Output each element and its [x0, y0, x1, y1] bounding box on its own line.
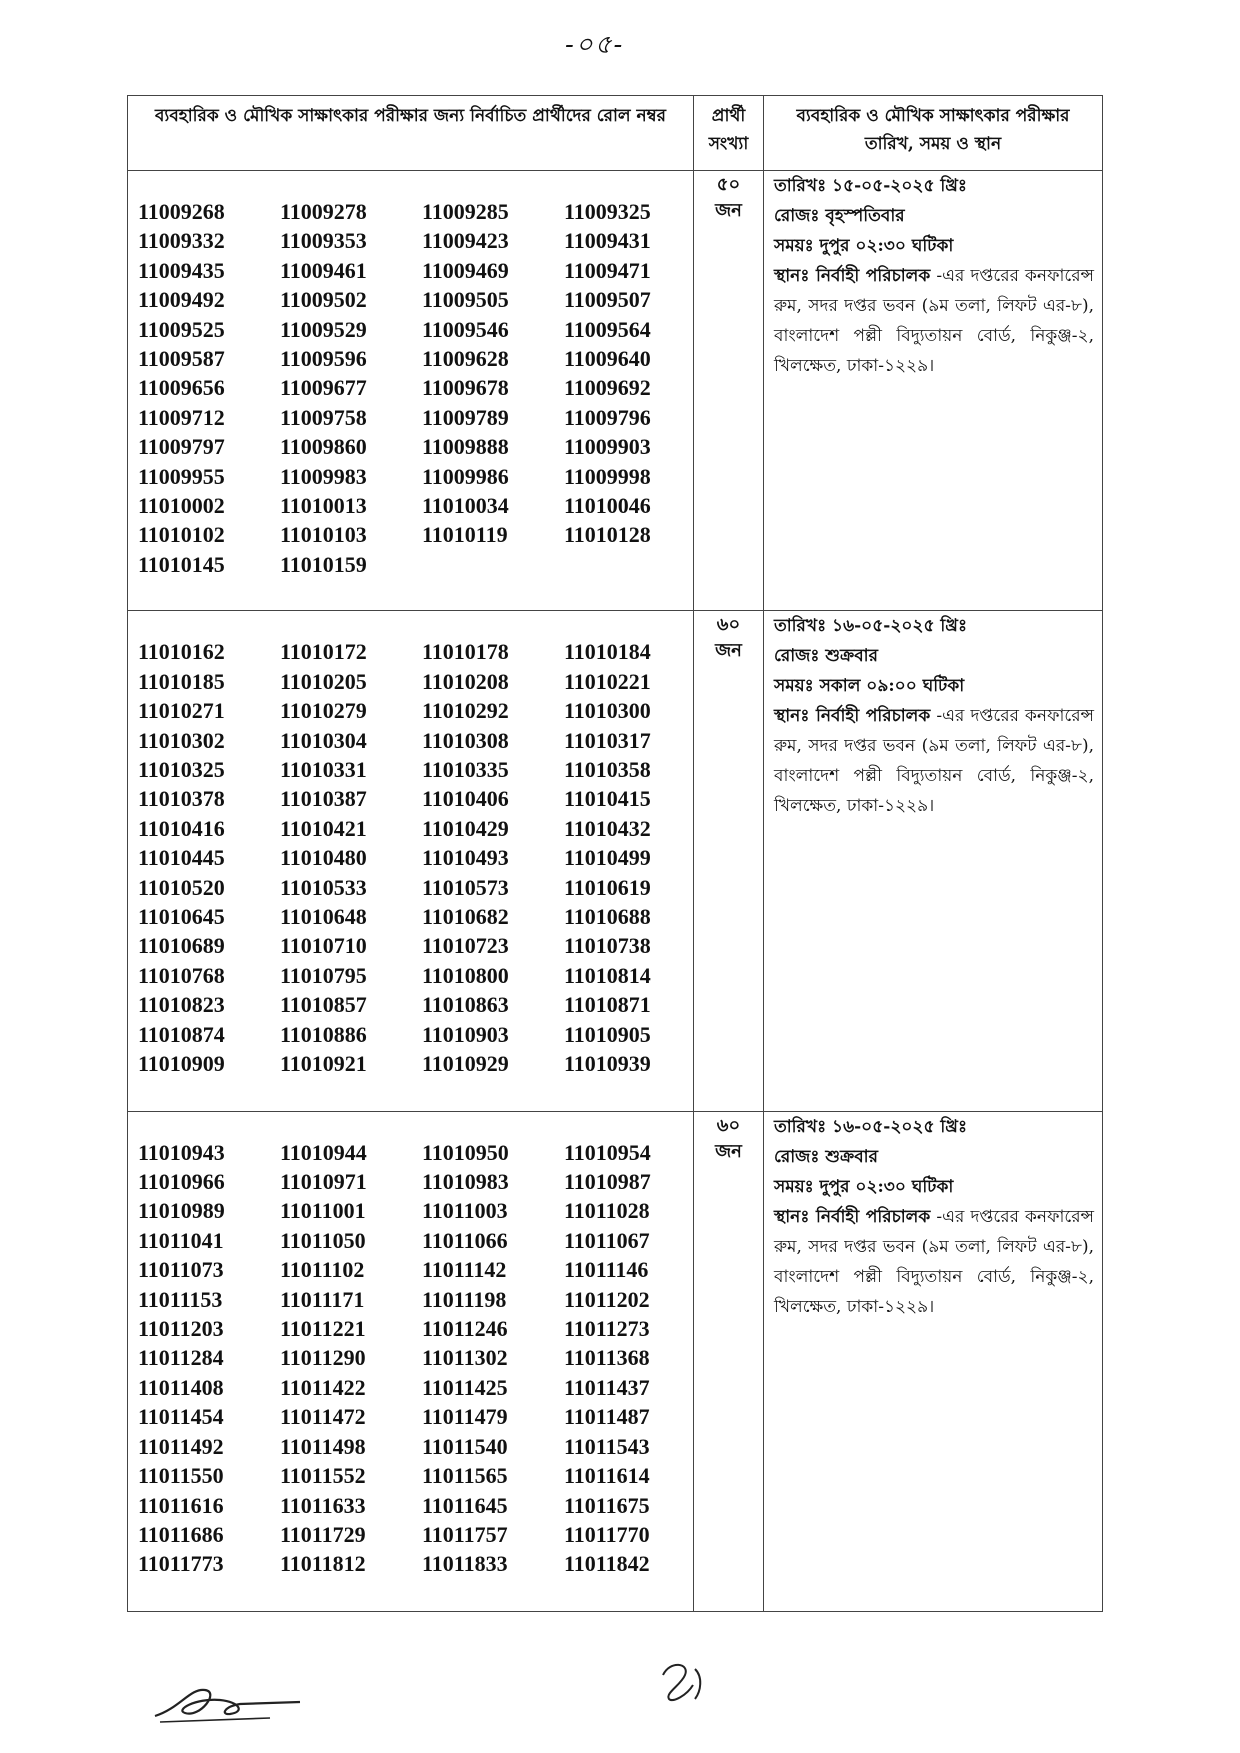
- roll-number: 11010159: [280, 551, 367, 577]
- roll-number: 11010874: [138, 1021, 225, 1047]
- roll-number: 11011073: [138, 1257, 224, 1283]
- roll-number: 11011198: [422, 1286, 507, 1312]
- roll-number: 11010863: [422, 992, 509, 1018]
- roll-number: 11010857: [280, 992, 367, 1018]
- roll-number: 11010415: [564, 786, 651, 812]
- roll-number: 11010645: [138, 903, 225, 929]
- roll-number: 11011368: [564, 1345, 650, 1371]
- roll-number: 11009888: [422, 434, 509, 460]
- roll-number: 11010331: [280, 756, 367, 782]
- roll-number: 11011146: [564, 1257, 649, 1283]
- roll-number: 11009712: [138, 404, 225, 430]
- roll-number: 11010966: [138, 1169, 225, 1195]
- schedule-info: [764, 171, 1103, 611]
- roll-number: 11011773: [138, 1551, 224, 1577]
- exam-date: তারিখঃ ১৬-০৫-২০২৫ খ্রিঃ: [774, 616, 968, 637]
- roll-list: [128, 611, 694, 1111]
- roll-number: 11009797: [138, 434, 225, 460]
- roll-number: 11010335: [422, 756, 509, 782]
- place-detail: -এর দপ্তরের কনফারেন্স রুম, সদর দপ্তর ভবন (৯ম তলা, লিফট এর-৮), বাংলাদেশ পল্লী বিদ্যুতায়ন বোর্ড, নিকুঞ্জ-২, খিলক্ষেত, ঢাকা-১২২৯।: [774, 706, 1094, 817]
- roll-number: 11011153: [138, 1286, 223, 1312]
- roll-number: 11011686: [138, 1521, 224, 1547]
- roll-number: 11010939: [564, 1050, 651, 1076]
- roll-number: 11011729: [280, 1521, 366, 1547]
- place-detail: -এর দপ্তরের কনফারেন্স রুম, সদর দপ্তর ভবন (৯ম তলা, লিফট এর-৮), বাংলাদেশ পল্লী বিদ্যুতায়ন বোর্ড, নিকুঞ্জ-২, খিলক্ষেত, ঢাকা-১২২৯।: [774, 1206, 1094, 1317]
- roll-number: 11009986: [422, 463, 509, 489]
- roll-number: 11009423: [422, 228, 509, 254]
- roll-number: 11011171: [280, 1286, 365, 1312]
- roll-number: 11009471: [564, 257, 651, 283]
- roll-number: 11009492: [138, 287, 225, 313]
- roll-number: 11009332: [138, 228, 225, 254]
- roll-number: 11009677: [280, 375, 367, 401]
- roll-number: 11010378: [138, 786, 225, 812]
- roll-number: 11009278: [280, 199, 367, 224]
- roll-number: 11011454: [138, 1404, 224, 1430]
- roll-number: 11010480: [280, 845, 367, 871]
- exam-place: [774, 261, 1094, 381]
- roll-number: 11010102: [138, 522, 225, 548]
- roll-number: 11010162: [138, 639, 225, 665]
- exam-time: সময়ঃ সকাল ০৯:০০ ঘটিকা: [774, 676, 965, 697]
- roll-number: 11010723: [422, 933, 509, 959]
- roll-number: 11011550: [138, 1463, 224, 1489]
- roll-number: 11010871: [564, 992, 651, 1018]
- roll-number: 11010814: [564, 962, 651, 988]
- roll-number: 11011284: [138, 1345, 224, 1371]
- roll-number: 11011202: [564, 1286, 650, 1312]
- roll-number: 11009596: [280, 346, 367, 372]
- roll-number: 11011028: [564, 1198, 650, 1224]
- roll-number: 11011437: [564, 1374, 650, 1400]
- roll-number: 11010325: [138, 756, 225, 782]
- roll-number: 11009285: [422, 199, 509, 224]
- roll-number: 11010416: [138, 815, 225, 841]
- roll-number: 11011487: [564, 1404, 650, 1430]
- roll-number: 11010950: [422, 1139, 509, 1165]
- roll-number: 11011675: [564, 1492, 650, 1518]
- roll-number: 11011614: [564, 1463, 650, 1489]
- roll-number: 11011142: [422, 1257, 507, 1283]
- exam-time: সময়ঃ দুপুর ০২:৩০ ঘটিকা: [774, 1176, 954, 1197]
- roll-number: 11009860: [280, 434, 367, 460]
- roll-number: 11010903: [422, 1021, 509, 1047]
- roll-number: 11011302: [422, 1345, 508, 1371]
- roll-number: 11010172: [280, 639, 367, 665]
- roll-number: 11011842: [564, 1551, 650, 1577]
- roll-number: 11009564: [564, 316, 651, 342]
- roll-number: 11010103: [280, 522, 367, 548]
- roll-number: 11011565: [422, 1463, 508, 1489]
- roll-number: 11011498: [280, 1433, 366, 1459]
- schedule-info: [764, 611, 1103, 1111]
- roll-number: 11011833: [422, 1551, 508, 1577]
- roll-number: 11009435: [138, 257, 225, 283]
- roll-number: 11011540: [422, 1433, 508, 1459]
- table-row: [128, 611, 1103, 1111]
- roll-number: 11009903: [564, 434, 651, 460]
- roll-number: 11009587: [138, 346, 225, 372]
- exam-date: তারিখঃ ১৫-০৫-২০২৫ খ্রিঃ: [774, 176, 967, 196]
- roll-number: 11010178: [422, 639, 509, 665]
- roll-number: 11010046: [564, 493, 651, 519]
- roll-number: 11010317: [564, 727, 651, 753]
- roll-number: 11010648: [280, 903, 367, 929]
- roll-number: 11011645: [422, 1492, 508, 1518]
- signature: [150, 1668, 310, 1728]
- roll-number: 11011290: [280, 1345, 366, 1371]
- roll-number: 11010308: [422, 727, 509, 753]
- count-value: ৬০: [716, 614, 741, 636]
- roll-number: 11009678: [422, 375, 509, 401]
- exam-day: রোজঃ শুক্রবার: [774, 1146, 878, 1167]
- exam-place: [774, 701, 1094, 821]
- table-row: [128, 171, 1103, 611]
- roll-number: 11010271: [138, 698, 225, 724]
- roll-number: 11011003: [422, 1198, 508, 1224]
- roll-number: 11010185: [138, 668, 225, 694]
- roll-number: 11010221: [564, 668, 651, 694]
- roll-number: 11009758: [280, 404, 367, 430]
- place-label: স্থানঃ নির্বাহী পরিচালক: [774, 266, 931, 286]
- roll-number: 11010013: [280, 493, 367, 519]
- roll-number: 11010823: [138, 992, 225, 1018]
- roll-number: 11011066: [422, 1227, 508, 1253]
- roll-number: 11010205: [280, 668, 367, 694]
- exam-day: রোজঃ বৃহস্পতিবার: [774, 206, 905, 226]
- roll-number: 11010921: [280, 1050, 367, 1076]
- roll-number: 11010279: [280, 698, 367, 724]
- place-detail: -এর দপ্তরের কনফারেন্স রুম, সদর দপ্তর ভবন (৯ম তলা, লিফট এর-৮), বাংলাদেশ পল্লী বিদ্যুতায়ন বোর্ড, নিকুঞ্জ-২, খিলক্ষেত, ঢাকা-১২২৯।: [774, 266, 1094, 376]
- roll-list: [128, 171, 694, 611]
- roll-number: 11010533: [280, 874, 367, 900]
- roll-number: 11010145: [138, 551, 225, 577]
- roll-number: 11009268: [138, 199, 225, 224]
- roll-number: 11010300: [564, 698, 651, 724]
- roll-number: 11009546: [422, 316, 509, 342]
- roll-number: 11011246: [422, 1316, 508, 1342]
- roll-number: 11010983: [422, 1169, 509, 1195]
- roll-number: 11010886: [280, 1021, 367, 1047]
- exam-place: [774, 1202, 1094, 1322]
- roll-number: 11011001: [280, 1198, 366, 1224]
- roll-number: 11011812: [280, 1551, 366, 1577]
- table-row: [128, 1111, 1103, 1611]
- place-label: স্থানঃ নির্বাহী পরিচালক: [774, 1206, 931, 1227]
- roll-number: 11010034: [422, 493, 509, 519]
- roll-number: 11011221: [280, 1316, 366, 1342]
- roll-number: 11010688: [564, 903, 651, 929]
- roll-number: 11010493: [422, 845, 509, 871]
- roll-number: 11010710: [280, 933, 367, 959]
- roll-number: 11011543: [564, 1433, 650, 1459]
- roll-number: 11011273: [564, 1316, 650, 1342]
- exam-day: রোজঃ শুক্রবার: [774, 646, 878, 667]
- roll-number: 11010304: [280, 727, 367, 753]
- roll-number: 11010944: [280, 1139, 367, 1165]
- roll-number: 11010208: [422, 668, 509, 694]
- roll-number: 11009353: [280, 228, 367, 254]
- count-unit: জন: [715, 640, 742, 662]
- roll-number: 11010943: [138, 1139, 225, 1165]
- schedule-info: [764, 1111, 1103, 1611]
- header-candidate-count: প্রার্থী সংখ্যা: [694, 96, 764, 171]
- roll-number: 11010971: [280, 1169, 367, 1195]
- roll-number: 11009628: [422, 346, 509, 372]
- place-label: স্থানঃ নির্বাহী পরিচালক: [774, 706, 931, 727]
- roll-number: 11010128: [564, 522, 651, 548]
- header-date-time-place: ব্যবহারিক ও মৌখিক সাক্ষাৎকার পরীক্ষার তারিখ, সময় ও স্থান: [764, 96, 1103, 171]
- roll-number: 11009692: [564, 375, 651, 401]
- roll-number: 11010987: [564, 1169, 651, 1195]
- roll-number: 11010682: [422, 903, 509, 929]
- count-value: ৬০: [716, 1114, 741, 1136]
- roll-number: 11009461: [280, 257, 367, 283]
- roll-number: 11011770: [564, 1521, 650, 1547]
- table-header-row: [128, 96, 1103, 171]
- roll-list: [128, 1111, 694, 1611]
- roll-number: 11010302: [138, 727, 225, 753]
- roll-number: 11010520: [138, 874, 225, 900]
- roll-number: 11010432: [564, 815, 651, 841]
- roll-number: 11009983: [280, 463, 367, 489]
- roll-number: 11011616: [138, 1492, 224, 1518]
- roll-number: 11010184: [564, 639, 651, 665]
- roll-number: 11010358: [564, 756, 651, 782]
- roll-number: 11010292: [422, 698, 509, 724]
- roll-number: 11011472: [280, 1404, 366, 1430]
- roll-number: 11010689: [138, 933, 225, 959]
- count-value: ৫০: [716, 174, 741, 195]
- roll-number: 11011633: [280, 1492, 366, 1518]
- roll-number: 11009796: [564, 404, 651, 430]
- roll-number: 11011422: [280, 1374, 366, 1400]
- roll-number: 11009507: [564, 287, 651, 313]
- roll-number: 11010989: [138, 1198, 225, 1224]
- roll-number: 11010573: [422, 874, 509, 900]
- roll-number: 11009505: [422, 287, 509, 313]
- initial-mark: [655, 1655, 715, 1705]
- roll-number: 11011425: [422, 1374, 508, 1400]
- roll-number: 11011041: [138, 1227, 224, 1253]
- roll-number: 11011757: [422, 1521, 508, 1547]
- roll-number: 11010421: [280, 815, 367, 841]
- roll-number: 11009325: [564, 199, 651, 224]
- roll-number: 11011408: [138, 1374, 224, 1400]
- roll-number: 11011102: [280, 1257, 365, 1283]
- roll-number: 11010954: [564, 1139, 651, 1165]
- roll-number: 11011067: [564, 1227, 650, 1253]
- roll-number: 11010929: [422, 1050, 509, 1076]
- roll-number: 11010795: [280, 962, 367, 988]
- roll-number: 11010905: [564, 1021, 651, 1047]
- roll-number: 11011203: [138, 1316, 224, 1342]
- page-number: -০৫-: [565, 30, 625, 60]
- roll-number: 11009529: [280, 316, 367, 342]
- roll-number: 11010499: [564, 845, 651, 871]
- roll-number: 11009955: [138, 463, 225, 489]
- roll-number: 11009640: [564, 346, 651, 372]
- roll-number: 11009525: [138, 316, 225, 342]
- roll-number: 11010406: [422, 786, 509, 812]
- roll-number: 11011552: [280, 1463, 366, 1489]
- roll-number: 11010800: [422, 962, 509, 988]
- roll-number: 11009998: [564, 463, 651, 489]
- roll-number: 11010445: [138, 845, 225, 871]
- roll-number: 11010119: [422, 522, 508, 548]
- header-roll-numbers: ব্যবহারিক ও মৌখিক সাক্ষাৎকার পরীক্ষার জন্য নির্বাচিত প্রার্থীদের রোল নম্বর: [128, 96, 694, 171]
- roll-number: 11011479: [422, 1404, 508, 1430]
- count-unit: জন: [715, 1140, 742, 1162]
- roll-number: 11010387: [280, 786, 367, 812]
- roll-number: 11011050: [280, 1227, 366, 1253]
- roll-number: 11009431: [564, 228, 651, 254]
- exam-date: তারিখঃ ১৬-০৫-২০২৫ খ্রিঃ: [774, 1116, 968, 1137]
- count-unit: জন: [715, 200, 742, 221]
- interview-schedule-table: [127, 95, 1103, 1612]
- roll-number: 11010002: [138, 493, 225, 519]
- roll-number: 11010738: [564, 933, 651, 959]
- roll-number: 11009469: [422, 257, 509, 283]
- roll-number: 11009656: [138, 375, 225, 401]
- roll-number: 11010619: [564, 874, 651, 900]
- roll-number: 11009502: [280, 287, 367, 313]
- exam-time: সময়ঃ দুপুর ০২:৩০ ঘটিকা: [774, 236, 954, 256]
- roll-number: 11009789: [422, 404, 509, 430]
- roll-number: 11011492: [138, 1433, 224, 1459]
- roll-number: 11010429: [422, 815, 509, 841]
- roll-number: 11010909: [138, 1050, 225, 1076]
- roll-number: 11010768: [138, 962, 225, 988]
